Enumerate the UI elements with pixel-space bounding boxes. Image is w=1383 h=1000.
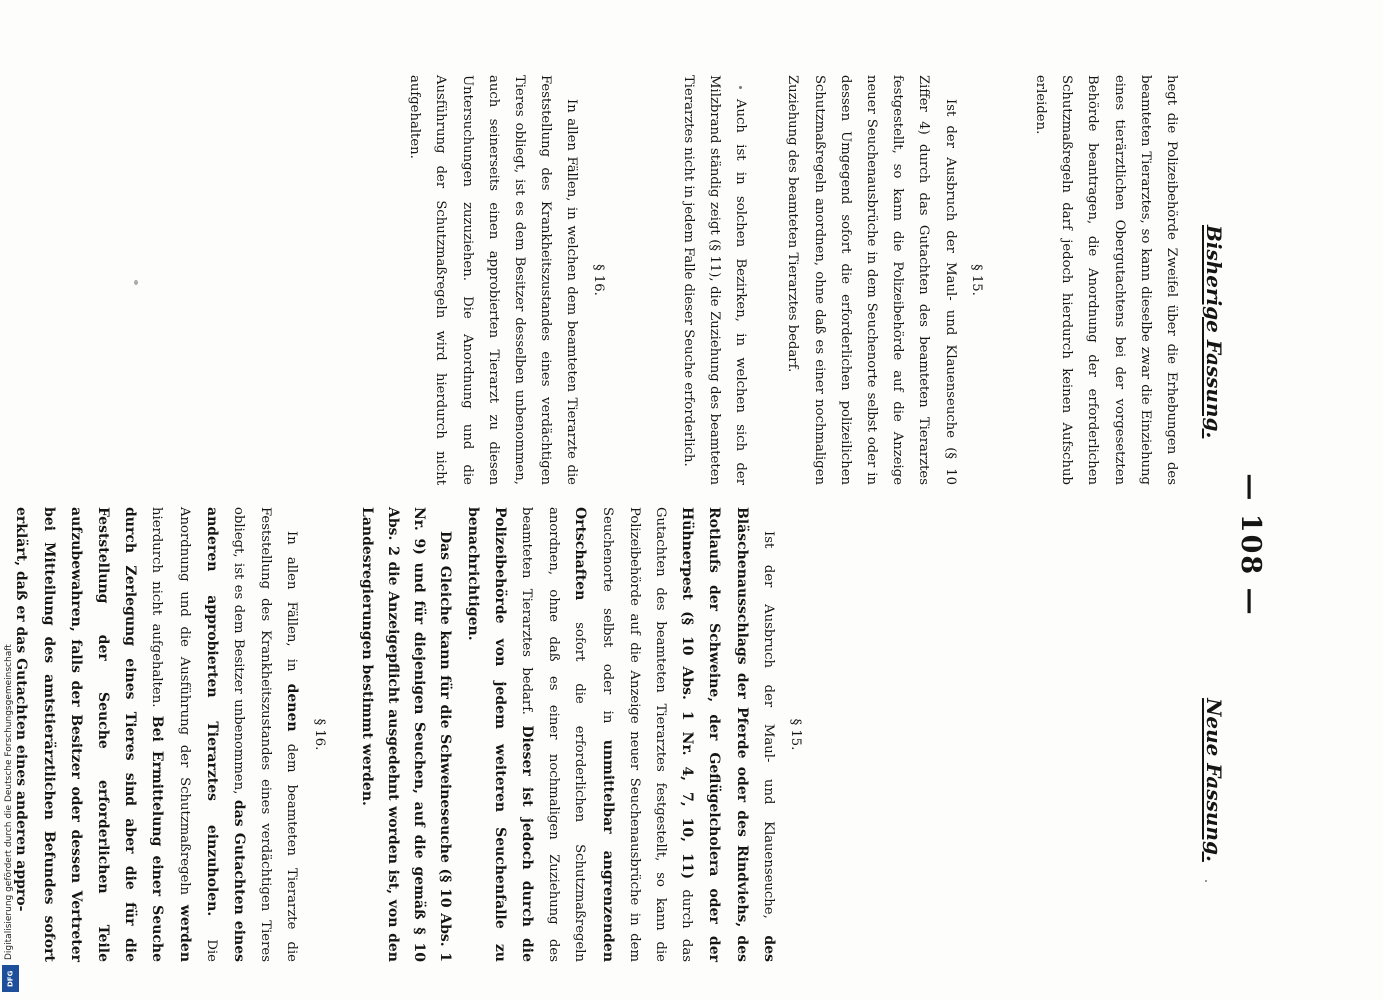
right-column	[7, 507, 1184, 962]
right-s16-bold-d: Bei Ermittelung einer Seuche durch Zerlegung eines Tieres sind aber die für die Feststellung der Seuche erforderlichen Teile aufzubewahren, falls der Besitzer oder dessen Vertreter bei Mitteilung des amtstierärztlichen Befundes sofort erklärt, daß er das Gutachten eines anderen appro-	[13, 507, 166, 962]
right-s15-text-b: durch das Gutachten des beamteten Tierarztes festgestellt, so kann die Polizeibehörde auf die Anzeige neuer Seuchenausbrüche in dem Seuchenorte selbst oder in	[599, 507, 695, 962]
left-column	[401, 75, 1184, 485]
document-page	[13, 75, 1266, 962]
scan-speck	[1205, 880, 1207, 882]
left-section-16-title: § 16.	[590, 264, 606, 296]
right-section-16-title: § 16.	[311, 718, 327, 751]
right-column-heading: Neue Fassung.	[1202, 698, 1226, 862]
page-number: — 108 —	[1235, 473, 1266, 617]
left-section-15-title: § 15.	[968, 264, 984, 296]
right-s16-text-d: hierdurch nicht aufgehalten.	[149, 507, 165, 708]
scan-speck	[739, 86, 742, 89]
right-section-15-title: § 15.	[788, 718, 803, 751]
dfg-logo: DFG	[2, 965, 19, 992]
right-section-15-paragraph-1	[458, 507, 781, 962]
right-s16-text-b: dem beamteten Tierarzte die Feststellung des Krankheitszustandes eines verdächtigen Tieres obliegt, ist es dem Besitzer unbenommen,	[230, 507, 300, 962]
left-section-15-paragraph-1: Ist der Ausbruch der Maul- und Klauenseuche (§ 10 Ziffer 4) durch das Gutachten des beamteten Tierarztes festgestellt, so kann die Polizeibehörde auf die Anzeige neuer Seuchenausbrüche in dem Seuchenorte selbst oder in dessen Umgegend sofort die erforderlichen polizeilichen Schutzmaßregeln anordnen, ohne daß es einer nochmaligen Zuziehung des beamteten Tierarztes bedarf.	[785, 75, 958, 485]
right-s15-text-c: sofort die erforderlichen Schutzmaßregeln anordnen, ohne daß es einer nochmaligen Zuziehung des beamteten Tierarztes bedarf.	[518, 507, 588, 962]
left-intro-paragraph: hegt die Polizeibehörde Zweifel über die Erhebungen des beamteten Tierarztes, so kann dieselbe zwar die Einziehung eines tierärztlichen Obergutachtens bei der vorgesetzten Behörde beantragen, die Anordnung der erforderlichen Schutzmaßregeln darf jedoch hierdurch keinen Aufschub erleiden.	[1032, 75, 1179, 485]
right-s16-text-c: Die Anordnung und die Ausführung der Schutzmaßregeln	[176, 507, 219, 962]
left-section-15-paragraph-2: Auch ist in solchen Bezirken, in welchen sich der Milzbrand ständig zeigt (§ 11), die Zuziehung des beamteten Tierarztes nicht in jedem Falle dieser Seuche erforderlich.	[680, 75, 749, 485]
left-column-heading: Bisherige Fassung.	[1202, 225, 1226, 439]
right-s15-text-a: Ist der Ausbruch der Maul- und Klauenseuche,	[760, 531, 776, 919]
right-s16-bold-b: das Gutachten eines anderen approbierten Tierarztes einzuholen.	[203, 507, 247, 962]
left-section-16-paragraph: In allen Fällen, in welchen dem beamteten Tierarzte die Feststellung des Krankheitszustandes eines verdächtigen Tieres obliegt, ist es dem Besitzer desselben unbenommen, auch seinerseits einen approbierten Tierarzt zu diesen Untersuchungen zuzuziehen. Die Anordnung und die Ausführung der Schutzmaßregeln wird hierdurch nicht aufgehalten.	[407, 75, 580, 485]
right-section-16-paragraph	[7, 507, 305, 962]
right-s15-bold-c: Dieser ist jedoch durch die Polizeibehörde von jedem weiteren Seuchenfalle zu benachrichtigen.	[464, 507, 535, 962]
scan-speck	[134, 280, 138, 285]
right-section-15-paragraph-2: Das Gleiche kann für die Schweineseuche (§ 10 Abs. 1 Nr. 9) und für diejenigen Seuchen, auf die gemäß § 10 Abs. 2 die Anzeigepflicht ausgedehnt worden ist, von den Landesregierungen bestimmt werden.	[358, 507, 454, 962]
right-s16-text-a: In allen Fällen, in	[284, 531, 300, 672]
right-s15-bold-a: des Bläschenausschlags der Pferde oder des Rindviehs, des Rotlaufs der Schweine, der Geflügelcholera oder der Hühnerpest (§ 10 Abs. 1 Nr. 4, 7, 10, 11)	[679, 507, 777, 962]
right-s15-bold-b: unmittelbar angrenzenden Ortschaften	[572, 507, 616, 962]
right-s16-bold-c: werden	[176, 904, 193, 962]
digitization-footer	[0, 0, 24, 1000]
right-s16-bold-a: denen	[284, 683, 301, 732]
footer-credit-text: Digitalisierung gefördert durch die Deutsche Forschungsgemeinschaft	[4, 644, 14, 960]
